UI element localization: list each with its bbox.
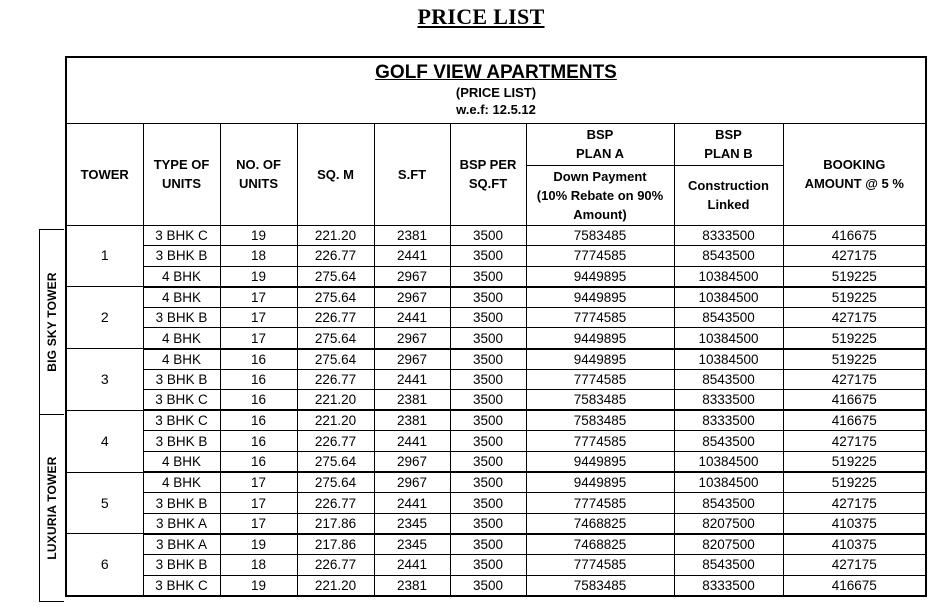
cell-units: 19	[220, 266, 297, 287]
cell-bsp: 3500	[450, 555, 526, 576]
cell-plan-b: 8333500	[674, 390, 783, 411]
cell-plan-b: 8543500	[674, 431, 783, 452]
table-row	[66, 493, 926, 514]
cell-units: 17	[220, 493, 297, 514]
col-subheader-plan-b: Construction Linked	[674, 165, 783, 225]
cell-booking: 427175	[783, 369, 926, 390]
cell-bsp: 3500	[450, 349, 526, 370]
project-subtitle: (PRICE LIST)	[455, 85, 537, 101]
table-row	[66, 472, 926, 493]
cell-units: 17	[220, 513, 297, 534]
cell-type: 3 BHK C	[143, 410, 220, 431]
cell-plan-a: 7774585	[526, 493, 674, 514]
cell-plan-b: 8543500	[674, 369, 783, 390]
cell-units: 16	[220, 410, 297, 431]
col-header-booking: BOOKING AMOUNT @ 5 %	[783, 123, 926, 225]
table-row	[66, 431, 926, 452]
tower-number: 4	[66, 410, 143, 472]
cell-type: 3 BHK C	[143, 390, 220, 411]
cell-sqm: 275.64	[297, 266, 374, 287]
table-row	[66, 534, 926, 555]
cell-plan-a: 7468825	[526, 534, 674, 555]
cell-type: 3 BHK B	[143, 307, 220, 328]
table-row	[66, 575, 926, 596]
cell-units: 19	[220, 575, 297, 596]
cell-units: 16	[220, 431, 297, 452]
cell-type: 4 BHK	[143, 349, 220, 370]
cell-bsp: 3500	[450, 513, 526, 534]
tower-group-big-sky	[39, 229, 64, 415]
col-header-bsp: BSP PER SQ.FT	[450, 123, 526, 225]
cell-sft: 2381	[374, 390, 450, 411]
cell-units: 18	[220, 246, 297, 267]
col-header-sqm: SQ. M	[297, 123, 374, 225]
project-name: GOLF VIEW APARTMENTS	[375, 62, 617, 84]
table-row	[66, 513, 926, 534]
cell-units: 16	[220, 452, 297, 473]
cell-sqm: 221.20	[297, 410, 374, 431]
cell-booking: 427175	[783, 246, 926, 267]
cell-plan-a: 7583485	[526, 390, 674, 411]
cell-sft: 2441	[374, 369, 450, 390]
cell-plan-a: 9449895	[526, 452, 674, 473]
cell-type: 3 BHK A	[143, 513, 220, 534]
cell-booking: 427175	[783, 555, 926, 576]
cell-plan-b: 8543500	[674, 493, 783, 514]
cell-bsp: 3500	[450, 390, 526, 411]
cell-sqm: 226.77	[297, 369, 374, 390]
tower-group-label: LUXURIA TOWER	[45, 456, 59, 560]
cell-sft: 2441	[374, 246, 450, 267]
cell-sft: 2381	[374, 410, 450, 431]
cell-type: 3 BHK B	[143, 493, 220, 514]
cell-type: 3 BHK A	[143, 534, 220, 555]
cell-sft: 2441	[374, 493, 450, 514]
cell-plan-b: 10384500	[674, 349, 783, 370]
table-row	[66, 349, 926, 370]
cell-sqm: 275.64	[297, 452, 374, 473]
cell-sqm: 226.77	[297, 493, 374, 514]
table-row	[66, 225, 926, 246]
cell-booking: 519225	[783, 452, 926, 473]
cell-type: 4 BHK	[143, 266, 220, 287]
cell-sqm: 217.86	[297, 534, 374, 555]
effective-date: w.e.f: 12.5.12	[456, 102, 536, 118]
cell-type: 3 BHK C	[143, 225, 220, 246]
cell-booking: 416675	[783, 390, 926, 411]
cell-units: 17	[220, 287, 297, 308]
cell-bsp: 3500	[450, 410, 526, 431]
cell-plan-b: 8333500	[674, 575, 783, 596]
cell-sqm: 275.64	[297, 472, 374, 493]
cell-plan-b: 8543500	[674, 307, 783, 328]
project-header	[66, 57, 926, 123]
cell-plan-a: 7774585	[526, 369, 674, 390]
tower-group-luxuria	[39, 414, 64, 602]
cell-booking: 427175	[783, 307, 926, 328]
cell-booking: 427175	[783, 431, 926, 452]
cell-units: 17	[220, 307, 297, 328]
cell-units: 18	[220, 555, 297, 576]
cell-bsp: 3500	[450, 575, 526, 596]
cell-type: 4 BHK	[143, 287, 220, 308]
cell-units: 19	[220, 534, 297, 555]
cell-plan-b: 10384500	[674, 287, 783, 308]
cell-units: 16	[220, 369, 297, 390]
cell-sqm: 226.77	[297, 431, 374, 452]
cell-bsp: 3500	[450, 225, 526, 246]
cell-sft: 2441	[374, 555, 450, 576]
cell-sqm: 275.64	[297, 287, 374, 308]
cell-booking: 519225	[783, 328, 926, 349]
cell-type: 4 BHK	[143, 452, 220, 473]
cell-sqm: 221.20	[297, 575, 374, 596]
cell-bsp: 3500	[450, 534, 526, 555]
tower-number: 5	[66, 472, 143, 534]
tower-group-sidebar	[39, 229, 65, 602]
tower-number: 3	[66, 349, 143, 411]
cell-bsp: 3500	[450, 246, 526, 267]
cell-booking: 519225	[783, 472, 926, 493]
cell-booking: 519225	[783, 287, 926, 308]
cell-booking: 416675	[783, 575, 926, 596]
table-row	[66, 452, 926, 473]
cell-booking: 427175	[783, 493, 926, 514]
cell-sft: 2441	[374, 431, 450, 452]
cell-sqm: 275.64	[297, 328, 374, 349]
price-table	[65, 56, 927, 597]
cell-plan-a: 9449895	[526, 328, 674, 349]
cell-sft: 2381	[374, 225, 450, 246]
cell-plan-a: 9449895	[526, 287, 674, 308]
cell-booking: 519225	[783, 349, 926, 370]
column-header-row	[66, 123, 926, 165]
cell-plan-a: 7774585	[526, 307, 674, 328]
table-row	[66, 369, 926, 390]
col-header-type: TYPE OF UNITS	[143, 123, 220, 225]
cell-plan-a: 9449895	[526, 349, 674, 370]
cell-units: 19	[220, 225, 297, 246]
cell-plan-a: 7583485	[526, 410, 674, 431]
cell-sqm: 217.86	[297, 513, 374, 534]
cell-units: 16	[220, 349, 297, 370]
cell-sqm: 275.64	[297, 349, 374, 370]
page-title: PRICE LIST	[417, 4, 545, 29]
table-row	[66, 555, 926, 576]
cell-booking: 410375	[783, 513, 926, 534]
col-header-sft: S.FT	[374, 123, 450, 225]
cell-bsp: 3500	[450, 493, 526, 514]
cell-bsp: 3500	[450, 307, 526, 328]
cell-plan-a: 7583485	[526, 575, 674, 596]
cell-units: 17	[220, 472, 297, 493]
table-row	[66, 410, 926, 431]
table-row	[66, 328, 926, 349]
cell-sft: 2967	[374, 349, 450, 370]
cell-sft: 2345	[374, 513, 450, 534]
cell-plan-a: 7468825	[526, 513, 674, 534]
table-row	[66, 266, 926, 287]
cell-bsp: 3500	[450, 452, 526, 473]
col-header-plan-b: BSP PLAN B	[674, 123, 783, 165]
cell-sft: 2967	[374, 266, 450, 287]
cell-units: 16	[220, 390, 297, 411]
cell-type: 3 BHK B	[143, 369, 220, 390]
cell-sqm: 226.77	[297, 246, 374, 267]
cell-sqm: 221.20	[297, 390, 374, 411]
col-subheader-plan-a: Down Payment (10% Rebate on 90% Amount)	[526, 165, 674, 225]
col-header-units: NO. OF UNITS	[220, 123, 297, 225]
cell-plan-b: 8207500	[674, 513, 783, 534]
cell-sft: 2967	[374, 452, 450, 473]
cell-bsp: 3500	[450, 431, 526, 452]
cell-plan-b: 8333500	[674, 410, 783, 431]
col-header-tower: TOWER	[66, 123, 143, 225]
col-header-plan-a: BSP PLAN A	[526, 123, 674, 165]
cell-plan-a: 9449895	[526, 266, 674, 287]
cell-plan-b: 10384500	[674, 328, 783, 349]
cell-booking: 416675	[783, 410, 926, 431]
cell-sft: 2967	[374, 328, 450, 349]
cell-sft: 2381	[374, 575, 450, 596]
table-row	[66, 307, 926, 328]
cell-plan-a: 7583485	[526, 225, 674, 246]
cell-type: 3 BHK C	[143, 575, 220, 596]
cell-bsp: 3500	[450, 369, 526, 390]
tower-group-label: BIG SKY TOWER	[45, 272, 59, 372]
cell-type: 4 BHK	[143, 472, 220, 493]
cell-plan-a: 9449895	[526, 472, 674, 493]
cell-plan-b: 10384500	[674, 472, 783, 493]
cell-bsp: 3500	[450, 266, 526, 287]
tower-number: 2	[66, 287, 143, 349]
cell-plan-b: 8543500	[674, 555, 783, 576]
cell-sft: 2967	[374, 472, 450, 493]
cell-sqm: 226.77	[297, 307, 374, 328]
cell-type: 4 BHK	[143, 328, 220, 349]
project-header-row	[66, 57, 926, 123]
cell-plan-b: 8207500	[674, 534, 783, 555]
price-table-body	[66, 225, 926, 596]
cell-bsp: 3500	[450, 328, 526, 349]
tower-number: 6	[66, 534, 143, 596]
cell-sft: 2967	[374, 287, 450, 308]
cell-sft: 2441	[374, 307, 450, 328]
tower-number: 1	[66, 225, 143, 287]
cell-type: 3 BHK B	[143, 246, 220, 267]
cell-bsp: 3500	[450, 472, 526, 493]
table-row	[66, 287, 926, 308]
table-row	[66, 390, 926, 411]
cell-sft: 2345	[374, 534, 450, 555]
cell-plan-a: 7774585	[526, 431, 674, 452]
cell-plan-a: 7774585	[526, 555, 674, 576]
cell-plan-b: 8333500	[674, 225, 783, 246]
cell-type: 3 BHK B	[143, 555, 220, 576]
cell-booking: 410375	[783, 534, 926, 555]
cell-booking: 519225	[783, 266, 926, 287]
table-row	[66, 246, 926, 267]
cell-plan-b: 10384500	[674, 266, 783, 287]
cell-booking: 416675	[783, 225, 926, 246]
cell-plan-a: 7774585	[526, 246, 674, 267]
cell-type: 3 BHK B	[143, 431, 220, 452]
cell-bsp: 3500	[450, 287, 526, 308]
cell-plan-b: 10384500	[674, 452, 783, 473]
cell-plan-b: 8543500	[674, 246, 783, 267]
cell-sqm: 226.77	[297, 555, 374, 576]
cell-sqm: 221.20	[297, 225, 374, 246]
cell-units: 17	[220, 328, 297, 349]
